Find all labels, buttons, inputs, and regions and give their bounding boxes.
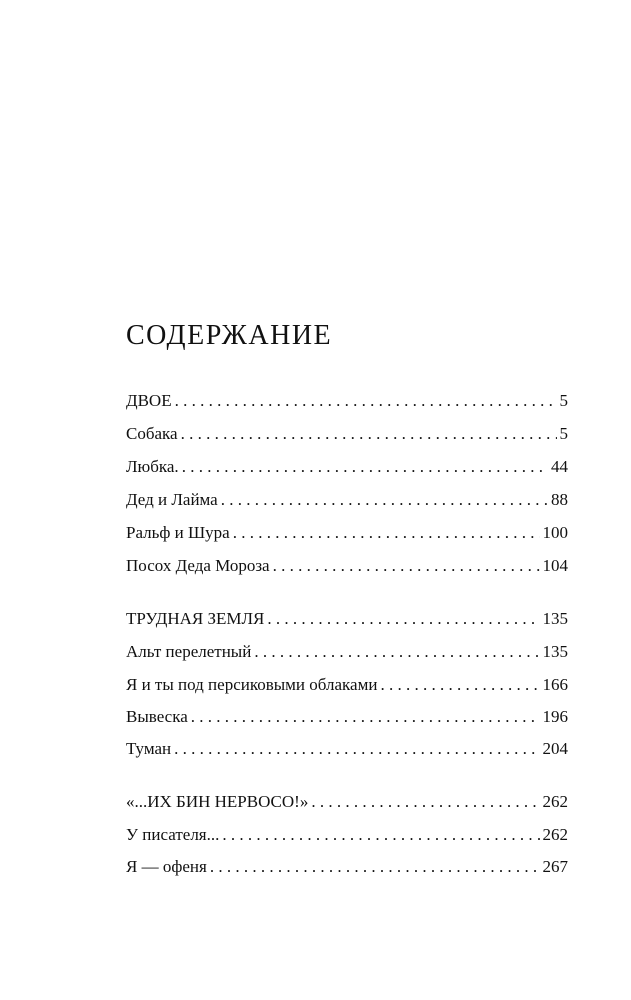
toc-entry-page: 5 <box>559 391 568 410</box>
toc-entry <box>126 672 568 698</box>
dot-leader <box>380 672 539 698</box>
toc-entry-label: Туман <box>126 739 172 758</box>
toc-entry-page: 135 <box>542 642 568 661</box>
dot-leader <box>273 553 540 579</box>
toc-entry <box>126 553 568 579</box>
toc-entry-label: Альт перелетный <box>126 642 252 661</box>
toc-entry-label: Дед и Лайма <box>126 490 218 509</box>
toc-entry <box>126 454 568 480</box>
toc-entry-page: 5 <box>559 424 568 443</box>
toc-entry-label: ДВОЕ <box>126 391 172 410</box>
dot-leader <box>210 854 540 880</box>
dot-leader <box>311 789 539 815</box>
toc-entry-page: 262 <box>542 792 568 811</box>
toc-entry-page: 204 <box>542 739 568 758</box>
toc-entry <box>126 854 568 880</box>
toc-entry <box>126 736 568 762</box>
toc-entry-label: Вывеска <box>126 707 188 726</box>
dot-leader <box>267 606 539 632</box>
toc-entry-page: 262 <box>542 825 568 844</box>
toc-entry-label: Посох Деда Мороза <box>126 556 270 575</box>
toc-entry-page: 44 <box>551 457 568 476</box>
toc-entry <box>126 639 568 665</box>
toc-entry-label: Ральф и Шура <box>126 523 230 542</box>
toc-entry-label: Я и ты под персиковыми облаками <box>126 675 378 694</box>
toc-entry <box>126 822 568 848</box>
toc-entry-label: Я — офеня <box>126 857 207 876</box>
toc-entry <box>126 421 568 447</box>
toc-entry-label: Любка. <box>126 457 179 476</box>
toc-entry <box>126 704 568 730</box>
toc-entry <box>126 520 568 546</box>
toc-entry-page: 166 <box>542 675 568 694</box>
dot-leader <box>221 487 548 513</box>
toc-title: СОДЕРЖАНИЕ <box>126 320 333 351</box>
toc-entry <box>126 606 568 632</box>
toc-entry-label: У писателя... <box>126 825 220 844</box>
toc-entry-label: Собака <box>126 424 178 443</box>
dot-leader <box>181 421 557 447</box>
dot-leader <box>222 822 539 848</box>
dot-leader <box>175 388 557 414</box>
toc-entry-page: 267 <box>542 857 568 876</box>
dot-leader <box>182 454 548 480</box>
toc-entry <box>126 789 568 815</box>
dot-leader <box>191 704 540 730</box>
dot-leader <box>233 520 540 546</box>
toc-entry-page: 104 <box>542 556 568 575</box>
toc-entry <box>126 388 568 414</box>
toc-entry-page: 135 <box>542 609 568 628</box>
toc-entry-page: 100 <box>542 523 568 542</box>
dot-leader <box>254 639 539 665</box>
dot-leader <box>174 736 539 762</box>
toc-entry-label: «...ИХ БИН НЕРВОСО!» <box>126 792 309 811</box>
toc-entry <box>126 487 568 513</box>
toc-entry-page: 88 <box>551 490 568 509</box>
toc-entry-label: ТРУДНАЯ ЗЕМЛЯ <box>126 609 265 628</box>
toc-entry-page: 196 <box>542 707 568 726</box>
